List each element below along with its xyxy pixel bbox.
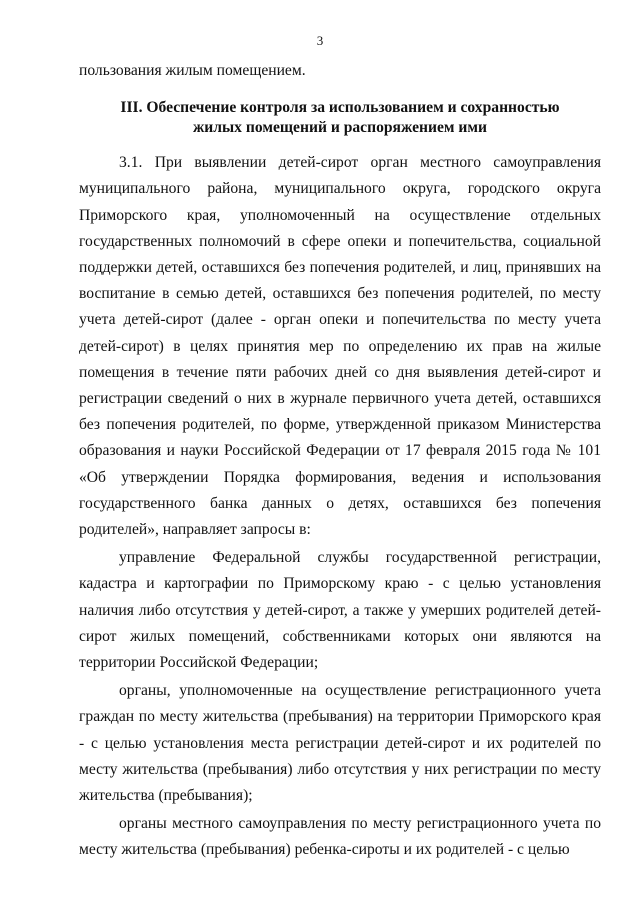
page-number: 3 — [316, 33, 324, 48]
paragraph-rosreestr: управление Федеральной службы государственной регистрации, кадастра и картографии по Приморскому краю - с целью установления наличия либо отсутствия у детей-сирот, а также у умерших родителей детей-сирот жилых помещений, собственниками которых они являются на территории Российской Федерации; — [79, 549, 601, 672]
paragraph-3-1: 3.1. При выявлении детей-сирот орган местного самоуправления муниципального района, муниципального округа, городского округа Приморского края, уполномоченный на осуществление отдельных государственных полномочий в сфере опеки и попечительства, социальной поддержки детей, оставшихся без попечения родителей, и лиц, принявших на воспитание в семью детей, оставшихся без попечения родителей, по месту учета детей-сирот (далее - орган опеки и попечительства по месту учета детей-сирот) в целях принятия мер по определению их прав на жилые помещения в течение пяти рабочих дней со дня выявления детей-сирот и регистрации сведений о них в журнале первичного учета детей, оставшихся без попечения родителей, по форме, утвержденной приказом Министерства образования и науки Российской Федерации от 17 февраля 2015 года № 101 «Об утверждении Порядка формирования, ведения и использования государственного банка данных о детях, оставшихся без попечения родителей», направляет запросы в: — [79, 154, 601, 539]
paragraph-local-self-government: органы местного самоуправления по месту регистрационного учета по месту жительства (пребывания) ребенка-сироты и их родителей - с целью — [79, 815, 601, 859]
section-heading: III. Обеспечение контроля за использованием и сохранностью жилых помещений и распоряжением ими — [120, 99, 560, 137]
paragraph-registration-organs: органы, уполномоченные на осуществление регистрационного учета граждан по месту жительства (пребывания) на территории Приморского края - с целью установления места регистрации детей-сирот и их родителей по месту жительства (пребывания) либо отсутствия у них регистрации по месту жительства (пребывания); — [79, 682, 601, 805]
intro-continuation: пользования жилым помещением. — [79, 62, 306, 79]
document-body — [79, 58, 601, 864]
